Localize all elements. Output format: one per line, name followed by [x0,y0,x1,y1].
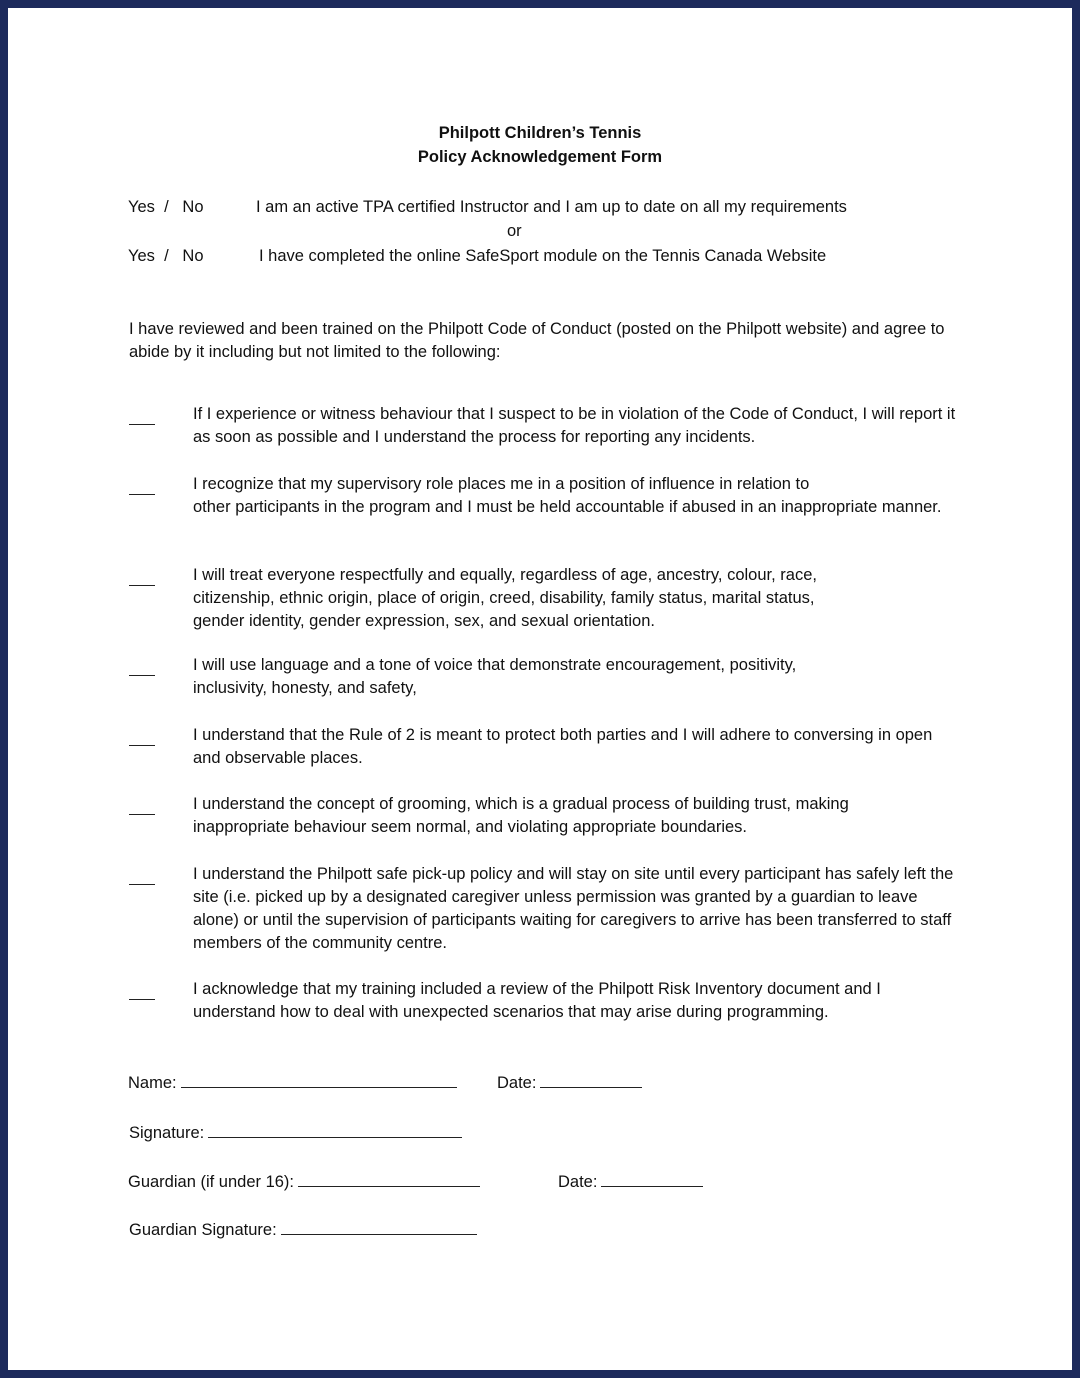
document-page [8,8,1072,1370]
guardian-date-label: Date: [558,1173,598,1191]
item-1-text: If I experience or witness behaviour that I suspect to be in violation of the Code of Conduct, I will report it as soon as possible and I understand the process for reporting any incidents. [193,405,956,446]
item-6-initial-blank[interactable] [129,813,155,815]
item-6-text: I understand the concept of grooming, which is a gradual process of building trust, making inappropriate behaviour seem normal, and violating appropriate boundaries. [193,795,849,836]
date-label: Date: [497,1074,537,1092]
item-2-initial-blank[interactable] [129,493,155,495]
intro-paragraph: I have reviewed and been trained on the Philpott Code of Conduct (posted on the Philpott website) and agree to abide by it including but not limited to the following: [129,320,945,361]
guardian-signature-label: Guardian Signature: [129,1221,277,1239]
signature-label: Signature: [129,1124,205,1142]
date-input-line[interactable] [540,1073,642,1088]
guardian-input-line[interactable] [298,1172,480,1187]
item-7-initial-blank[interactable] [129,883,155,885]
date-field[interactable] [497,1072,642,1095]
item-1-initial-blank[interactable] [129,423,155,425]
item-4-text: I will use language and a tone of voice that demonstrate encouragement, positivity, inclusivity, honesty, and safety, [193,656,797,697]
guardian-label: Guardian (if under 16): [128,1173,295,1191]
item-4-initial-blank[interactable] [129,674,155,676]
signature-input-line[interactable] [208,1123,462,1138]
item-8-text: I acknowledge that my training included a review of the Philpott Risk Inventory document and I understand how to deal with unexpected scenarios that may arise during programming. [193,980,881,1021]
guardian-field[interactable] [128,1171,480,1194]
item-2-text: I recognize that my supervisory role places me in a position of influence in relation to other participants in the program and I must be held accountable if abused in an inappropriate manner. [193,475,942,516]
yes-no-option-1[interactable]: Yes / No [128,198,204,216]
page-frame [8,8,1072,1370]
guardian-date-input-line[interactable] [601,1172,703,1187]
form-title-line1: Philpott Children’s Tennis [438,124,642,142]
item-5-initial-blank[interactable] [129,744,155,746]
item-5-text: I understand that the Rule of 2 is meant to protect both parties and I will adhere to conversing in open and observable places. [193,726,933,767]
question-tpa-certified: I am an active TPA certified Instructor and I am up to date on all my requirements [256,198,847,216]
or-separator: or [507,222,522,240]
yes-no-option-2[interactable]: Yes / No [128,247,204,265]
item-3-initial-blank[interactable] [129,584,155,586]
form-title-line2: Policy Acknowledgement Form [417,148,663,166]
guardian-date-field[interactable] [558,1171,703,1194]
item-3-text: I will treat everyone respectfully and equally, regardless of age, ancestry, colour, race, citizenship, ethnic origin, place of origin, creed, disability, family status, marital status, gender identity, gender expression, sex, and sexual orientation. [193,566,817,630]
signature-field[interactable] [129,1122,462,1145]
name-label: Name: [128,1074,177,1092]
item-7-text: I understand the Philpott safe pick-up policy and will stay on site until every participant has safely left the site (i.e. picked up by a designated caregiver unless permission was granted by a guardian to leave alone) or until the supervision of participants waiting for caregivers to arrive has been transferred to staff members of the community centre. [193,865,954,952]
question-safesport: I have completed the online SafeSport module on the Tennis Canada Website [259,247,827,265]
name-input-line[interactable] [181,1073,457,1088]
name-field[interactable] [128,1072,457,1095]
guardian-signature-field[interactable] [129,1219,477,1242]
guardian-signature-input-line[interactable] [281,1220,477,1235]
item-8-initial-blank[interactable] [129,998,155,1000]
